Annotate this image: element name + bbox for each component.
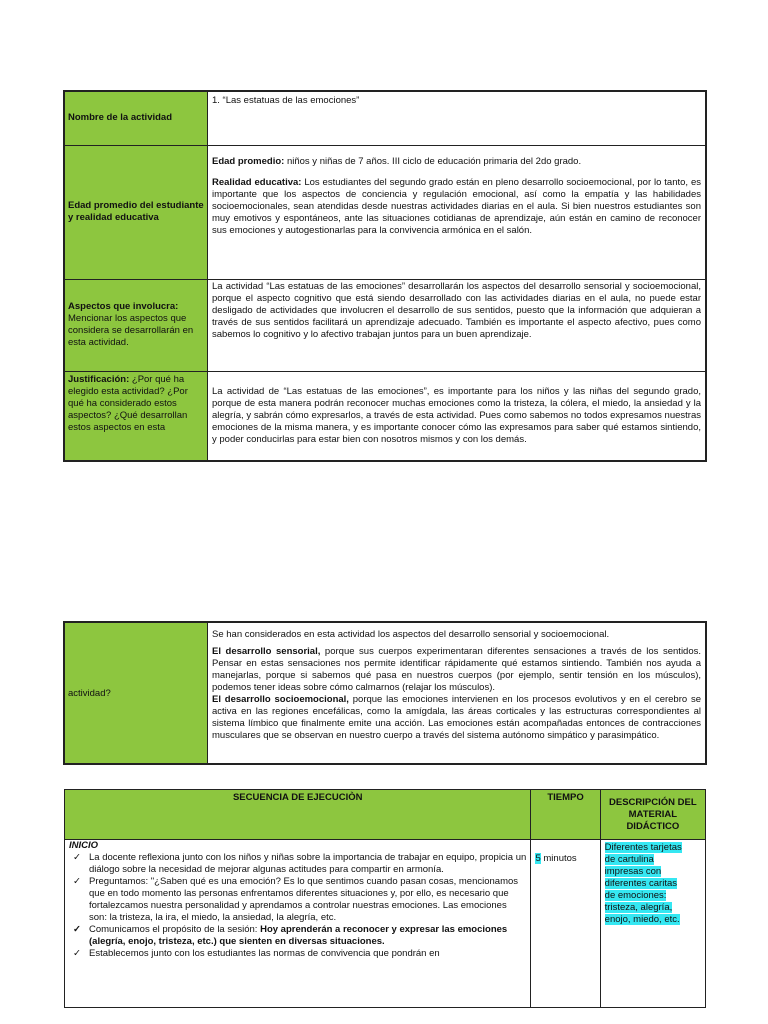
list-item bbox=[69, 948, 526, 960]
time-cell bbox=[531, 840, 600, 1008]
age-paragraph bbox=[212, 156, 701, 168]
activity-title: 1. “Las estatuas de las emociones” bbox=[208, 91, 707, 145]
check-icon: ✓ bbox=[73, 852, 81, 863]
aspects-label-text: Mencionar los aspectos que considera se desarrollarán en esta actividad. bbox=[68, 313, 194, 348]
material-cell bbox=[600, 840, 705, 1008]
sequence-list bbox=[69, 852, 526, 960]
reality-label: Realidad educativa: bbox=[212, 176, 302, 188]
aspects-continuation-table bbox=[63, 621, 707, 765]
material-text: Diferentes tarjetas bbox=[604, 842, 682, 853]
justification-label bbox=[64, 371, 208, 461]
time-unit: minutos bbox=[540, 853, 577, 864]
material-text: impresas con bbox=[604, 866, 662, 877]
list-item-text: Preguntamos: "¿Saben qué es una emoción? Es lo que sentimos cuando pasan cosas, mencionamos que en todo momento las personas enfrentamos diferentes situaciones y, por ello, es necesario que fortalezcamos nuestra personalidad y aprendamos a controlar nuestras emociones. Las emociones son: la tristeza, la ira, el miedo, la ansiedad, la alegría, etc. bbox=[89, 876, 519, 923]
socio-label: El desarrollo socioemocional, bbox=[212, 694, 349, 705]
aspects-content: La actividad “Las estatuas de las emociones” desarrollarán los aspectos del desarrollo sensorial y socioemocional, porque el aspecto cognitivo que está siendo desarrollado con las actividades diarias en el aula, no puede estar desligado de actividades que involucren el desarrollo de sus sentidos, puesto que la información que adquieran a través de sus sentidos facilitará un aprendizaje adecuado. También es importante el aspecto afectivo, pues como sabemos lo cognitivo y lo afectivo trabajan juntos para un buen aprendizaje. bbox=[208, 279, 707, 371]
justification-label-text: ¿Por qué ha elegido esta actividad? ¿Por qué ha considerado estos aspectos? ¿Qué desarrollan estos aspectos en esta bbox=[68, 373, 188, 433]
material-text: enojo, miedo, etc. bbox=[604, 914, 680, 925]
session-purpose: Hoy aprenderán a reconocer y expresar las emociones (alegría, enojo, tristeza, etc.) que sienten en diversas situaciones. bbox=[89, 924, 508, 947]
age-reality-label: Edad promedio del estudiante y realidad educativa bbox=[64, 145, 208, 279]
check-icon: ✓ bbox=[73, 948, 81, 959]
material-line bbox=[605, 854, 701, 866]
activity-name-label: Nombre de la actividad bbox=[64, 91, 208, 145]
material-text: de emociones: bbox=[604, 890, 667, 901]
sequence-header: SECUENCIA DE EJECUCIÒN bbox=[65, 790, 531, 840]
sensorial-text: porque sus cuerpos experimentaran diferentes sensaciones a través de los sentidos. Pensar en estas sensaciones nos permite identificar rápidamente qué estamos sintiendo. También nos ayuda a manejarlas, porque si sabemos qué pasa en nuestros cuerpos (por ejemplo, sentir tensión en los músculos), podemos tener ideas sobre cómo calmarnos (relajar los músculos). bbox=[212, 646, 702, 693]
development-content bbox=[208, 622, 707, 764]
material-header: DESCRIPCIÓN DEL MATERIAL DIDÁCTICO bbox=[600, 790, 705, 840]
execution-sequence-table bbox=[64, 789, 706, 1008]
material-line bbox=[605, 914, 701, 926]
socio-text: porque las emociones intervienen en los procesos evolutivos y en el cerebro se activa en las regiones encefálicas, como la amígdala, las áreas corticales y las estructuras correspondientes al sistema límbico que finalmente emite una acción. Las emociones están acompañadas entonces de contracciones musculares que se observan en nuestro cuerpo a través del sistema autónomo simpático y parasimpático. bbox=[212, 694, 701, 741]
check-icon: ✓ bbox=[73, 876, 81, 887]
justification-label-bold: Justificación: bbox=[68, 373, 130, 385]
list-item-text: Comunicamos el propósito de la sesión: bbox=[89, 924, 261, 935]
list-item bbox=[69, 924, 526, 948]
sensorial-paragraph bbox=[212, 646, 701, 694]
material-text: diferentes caritas bbox=[604, 878, 677, 889]
list-item-text: La docente reflexiona junto con los niños y niñas sobre la importancia de trabajar en equipo, propicia un diálogo sobre la necesidad de mejorar algunas actitudes para compartir en armonía. bbox=[89, 852, 527, 875]
time-number: 5 bbox=[535, 853, 541, 864]
sequence-cell bbox=[65, 840, 531, 1008]
sensorial-label: El desarrollo sensorial, bbox=[212, 646, 321, 657]
reality-paragraph bbox=[212, 177, 701, 237]
age-reality-content bbox=[208, 145, 707, 279]
material-line bbox=[605, 890, 701, 902]
material-text: tristeza, alegría, bbox=[604, 902, 673, 913]
aspects-label bbox=[64, 279, 208, 371]
material-line bbox=[605, 878, 701, 890]
material-text: de cartulina bbox=[604, 854, 654, 865]
check-icon: ✓ bbox=[73, 924, 81, 935]
time-header: TIEMPO bbox=[531, 790, 600, 840]
development-intro: Se han considerados en esta actividad los aspectos del desarrollo sensorial y socioemocional. bbox=[212, 629, 610, 640]
list-item-text: Establecemos junto con los estudiantes las normas de convivencia que pondrán en bbox=[89, 948, 440, 959]
aspects-label-bold: Aspectos que involucra: bbox=[68, 301, 179, 312]
material-line bbox=[605, 902, 701, 914]
justification-content: La actividad de “Las estatuas de las emociones”, es importante para los niños y las niñas del segundo grado, porque de esta manera podrán reconocer muchas emociones como la tristeza, la cólera, el miedo, la ansiedad y la alegría, y sabrán cómo expresarlos, a través de esta actividad. Pues como sabemos no todos expresamos nuestras emociones de la misma manera, y es importante conocer cómo las expresamos para saber qué estamos sintiendo, y poder conducirlas para estar bien con nosotros mismos y con los demás. bbox=[208, 371, 707, 461]
inicio-label: INICIO bbox=[69, 840, 99, 851]
activity-info-table bbox=[63, 90, 707, 462]
list-item bbox=[69, 876, 526, 924]
socio-paragraph bbox=[212, 694, 701, 742]
material-line bbox=[605, 842, 701, 854]
list-item bbox=[69, 852, 526, 876]
age-text: niños y niñas de 7 años. III ciclo de educación primaria del 2do grado. bbox=[284, 155, 582, 167]
continuation-label: actividad? bbox=[64, 622, 208, 764]
age-label: Edad promedio: bbox=[212, 155, 285, 167]
material-line bbox=[605, 866, 701, 878]
reality-text: Los estudiantes del segundo grado están en pleno desarrollo socioemocional, por lo tanto, es importante que los aspectos de conciencia y regulación emocional, así como la empatía y las habilidades socioemocionales, sean atendidas desde nuestras actividades diarias en el aula. Si bien nuestros estudiantes son muy emotivos y espontáneos, ante las situaciones cotidianas de aprendizaje, aún están en camino de reconocer sus emociones y autogestionarlas para la convivencia armónica en el salón. bbox=[212, 176, 701, 236]
